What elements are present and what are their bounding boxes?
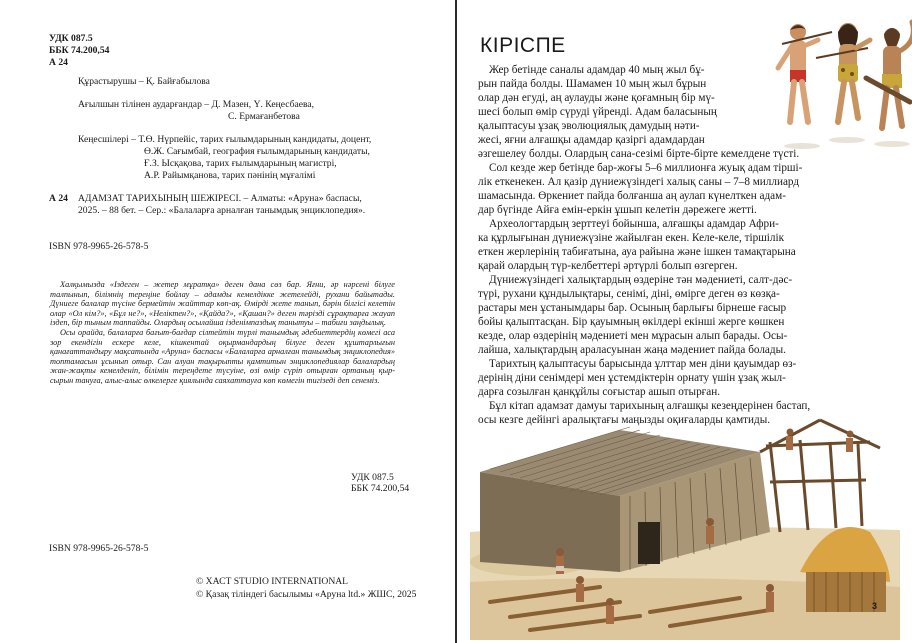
epigraph-paragraph-1: Халқымызда «Іздеген – жетер мұратқа» деген дана сөз бар. Яғни, әр нәрсені білуге талпынып, білімнің тереңіне бойлау – адамды кемелдікке жетелейді, рухани байытады. Дүниеге балалар түсіне бермейтін жайттар көп-ақ. Өмірді жете танып, бәрін білгісі келетін олар «Ол кім?», «Бұл не?», «Неліктен?», «Қайда?», «Қашан?» деген тәрізді сұрақтарға жауап іздеп, бір тыным таппайды. Олардың осылайша ізденімпаздық танытуы – табиғи заңдылық. [50,280,395,328]
para2-line4: дар бүгінде Айға емін-еркін ұшып келетін дәрежеге жетті. [478,204,757,216]
para4-line6: лайша, халықтардың араласуынан жаңа мәдениет пайда болады. [478,344,786,356]
catalog-entry-line1: АДАМЗАТ ТАРИХЫНЫҢ ШЕЖІРЕСІ. – Алматы: «Аруна» баспасы, [78,193,362,204]
cavemen-illustration [772,18,912,150]
para2-line2: лік еткенекен. Ал қазір дүниежүзіндегі халық саны – 7–8 миллиард [478,176,800,188]
translators-credit-line2: С. Ермағанбетова [228,111,300,122]
chapter-title: КІРІСПЕ [480,34,566,57]
copyright-studio: © ХАСТ STUDIO INTERNATIONAL [196,576,349,587]
para5-line2: дерінің діни сенімдері мен ұстемдіктерін орнату үшін ұзақ жыл- [478,372,786,384]
isbn-bottom: ISBN 978-9965-26-578-5 [49,543,149,554]
isbn-top: ISBN 978-9965-26-578-5 [49,241,149,252]
para2-line1: Сол кезде жер бетінде бар-жоғы 5–6 миллионға жуық адам тірші- [489,162,803,174]
para5-line3: дарға созылған қанқұйлы соғыстар ашып отырған. [478,386,720,398]
para3-line4: қарай олардың түр-келбеттері әртүрлі болып өзгерген. [478,260,738,272]
para1-line2: рын пайда болды. Шамамен 10 мың жыл бұрын [478,78,707,90]
bbk-top: ББК 74.200,54 [49,45,110,56]
epigraph-paragraph-2: Осы орайда, балаларға бағыт-бағдар сілтейтін түрлі танымдық әдебиеттердің көмегі аса зор екендігін ескере келе, кішкентай оқырмандардың білуге деген құштарлығын қанағаттандыру мақсатында «Аруна» баспасы «Балаларға арналған танымдық энциклопедия» топтамасын ұсынып отыр. Сан алуан тақырыпты қамтитын энциклопедиялар балалардың жан-жақты кемелденіп, білімін тереңдете түсуіне, өзі өмір сүріп отырған ортаның қыр-сырын тануға, алыс-алыс өлкелерге қиялында саяхаттауға көп көмегін тигізеді деп сенеміз. [50,327,395,385]
catalog-entry-line2: 2025. – 88 бет. – Сер.: «Балаларға арналған танымдық энциклопедия». [78,205,366,216]
para4-line1: Дүниежүзіндегі халықтардың өздеріне тән мәдениеті, салт-дәс- [489,274,793,286]
udk-bottom: УДК 087.5 [351,472,394,483]
para6-line1: Бұл кітап адамзат дамуы тарихының алғашқы кезеңдерінен бастап, [489,400,811,412]
translators-credit: Ағылшын тілінен аударғандар – Д. Мазен, Ү. Кеңесбаева, [78,99,315,110]
para3-line2: ка құрлығынан дүниежүзіне жайылған екен. Келе-келе, тіршілік [478,232,785,244]
left-page-imprint [0,0,455,643]
para1-line4: шесі болып өмір сүруді үйренді. Адам баласының [478,106,717,118]
consultants-credit: Кеңесшілері – Т.Ө. Нүрпейіс, тарих ғылымдарының кандидаты, доцент, [78,134,372,145]
para6-line2: осы кезге дейінгі аралықтағы маңызды оқиғаларды қамтиды. [478,414,771,426]
para1-line5: қалыптасуы ұзақ эволюциялық дамудың нәти- [478,120,700,132]
para5-line1: Тарихтың қалыптасуы барысында ұлттар мен діни қауымдар өз- [489,358,797,370]
para2-line3: шамасында. Өркениет пайда болғанша аң аулап күнелткен адам- [478,190,786,202]
consultants-credit-line3: Ғ.З. Ысқақова, тарих ғылымдарының магистрі, [144,158,337,169]
caveman-1 [778,24,832,122]
para1-line6: жесі, яғни алғашқы адамдар қазіргі адамдардан [478,134,705,146]
para4-line3: растары мен ұстанымдары бар. Осының барлығы бірнеше ғасыр [478,302,787,314]
caveman-3 [866,22,912,128]
para4-line5: кезде, олар өздерінің мәдениеті мен мұрасын алып барады. Осы- [478,330,788,342]
consultants-credit-line4: А.Р. Райымқанова, тарих пәнінің мұғалімі [144,170,316,181]
code-top: А 24 [49,57,68,68]
compiler-credit: Құрастырушы – Қ. Байғабылова [78,76,210,87]
para3-line1: Археологтардың зерттеуі бойынша, алғашқы адамдар Афри- [489,218,779,230]
longhouse-construction-illustration [470,412,900,640]
caveman-2 [816,23,870,122]
para3-line3: еткен жерлерінің табиғатына, ауа райына және ішкен тамақтарына [478,246,796,258]
para4-line4: бойы қалыптасқан. Бір қауымның өкілдері екінші жерге көшкен [478,316,785,328]
catalog-code: А 24 [49,193,68,204]
epigraph [50,280,395,386]
para1-line1: Жер бетінде саналы адамдар 40 мың жыл бұ- [489,64,705,76]
para1-line7: әзгешелеу болды. Олардың сана-сезімі бірте-бірте кемелдене түсті. [478,148,800,160]
para4-line2: түрі, рухани құндылықтары, сенімі, діні, өмірге деген өз көзқа- [478,288,780,300]
wooden-frame [760,420,880,532]
consultants-credit-line2: Ө.Ж. Сағымбай, география ғылымдарының кандидаты, [144,146,370,157]
para1-line3: олар дән егуді, аң аулауды және қоғамның бір мү- [478,92,715,104]
page-number: 3 [872,601,878,611]
copyright-publisher: © Қазақ тіліндегі басылымы «Аруна ltd.» ЖШС, 2025 [196,589,417,600]
bbk-bottom: ББК 74.200,54 [351,483,410,494]
udk-top: УДК 087.5 [49,33,93,44]
